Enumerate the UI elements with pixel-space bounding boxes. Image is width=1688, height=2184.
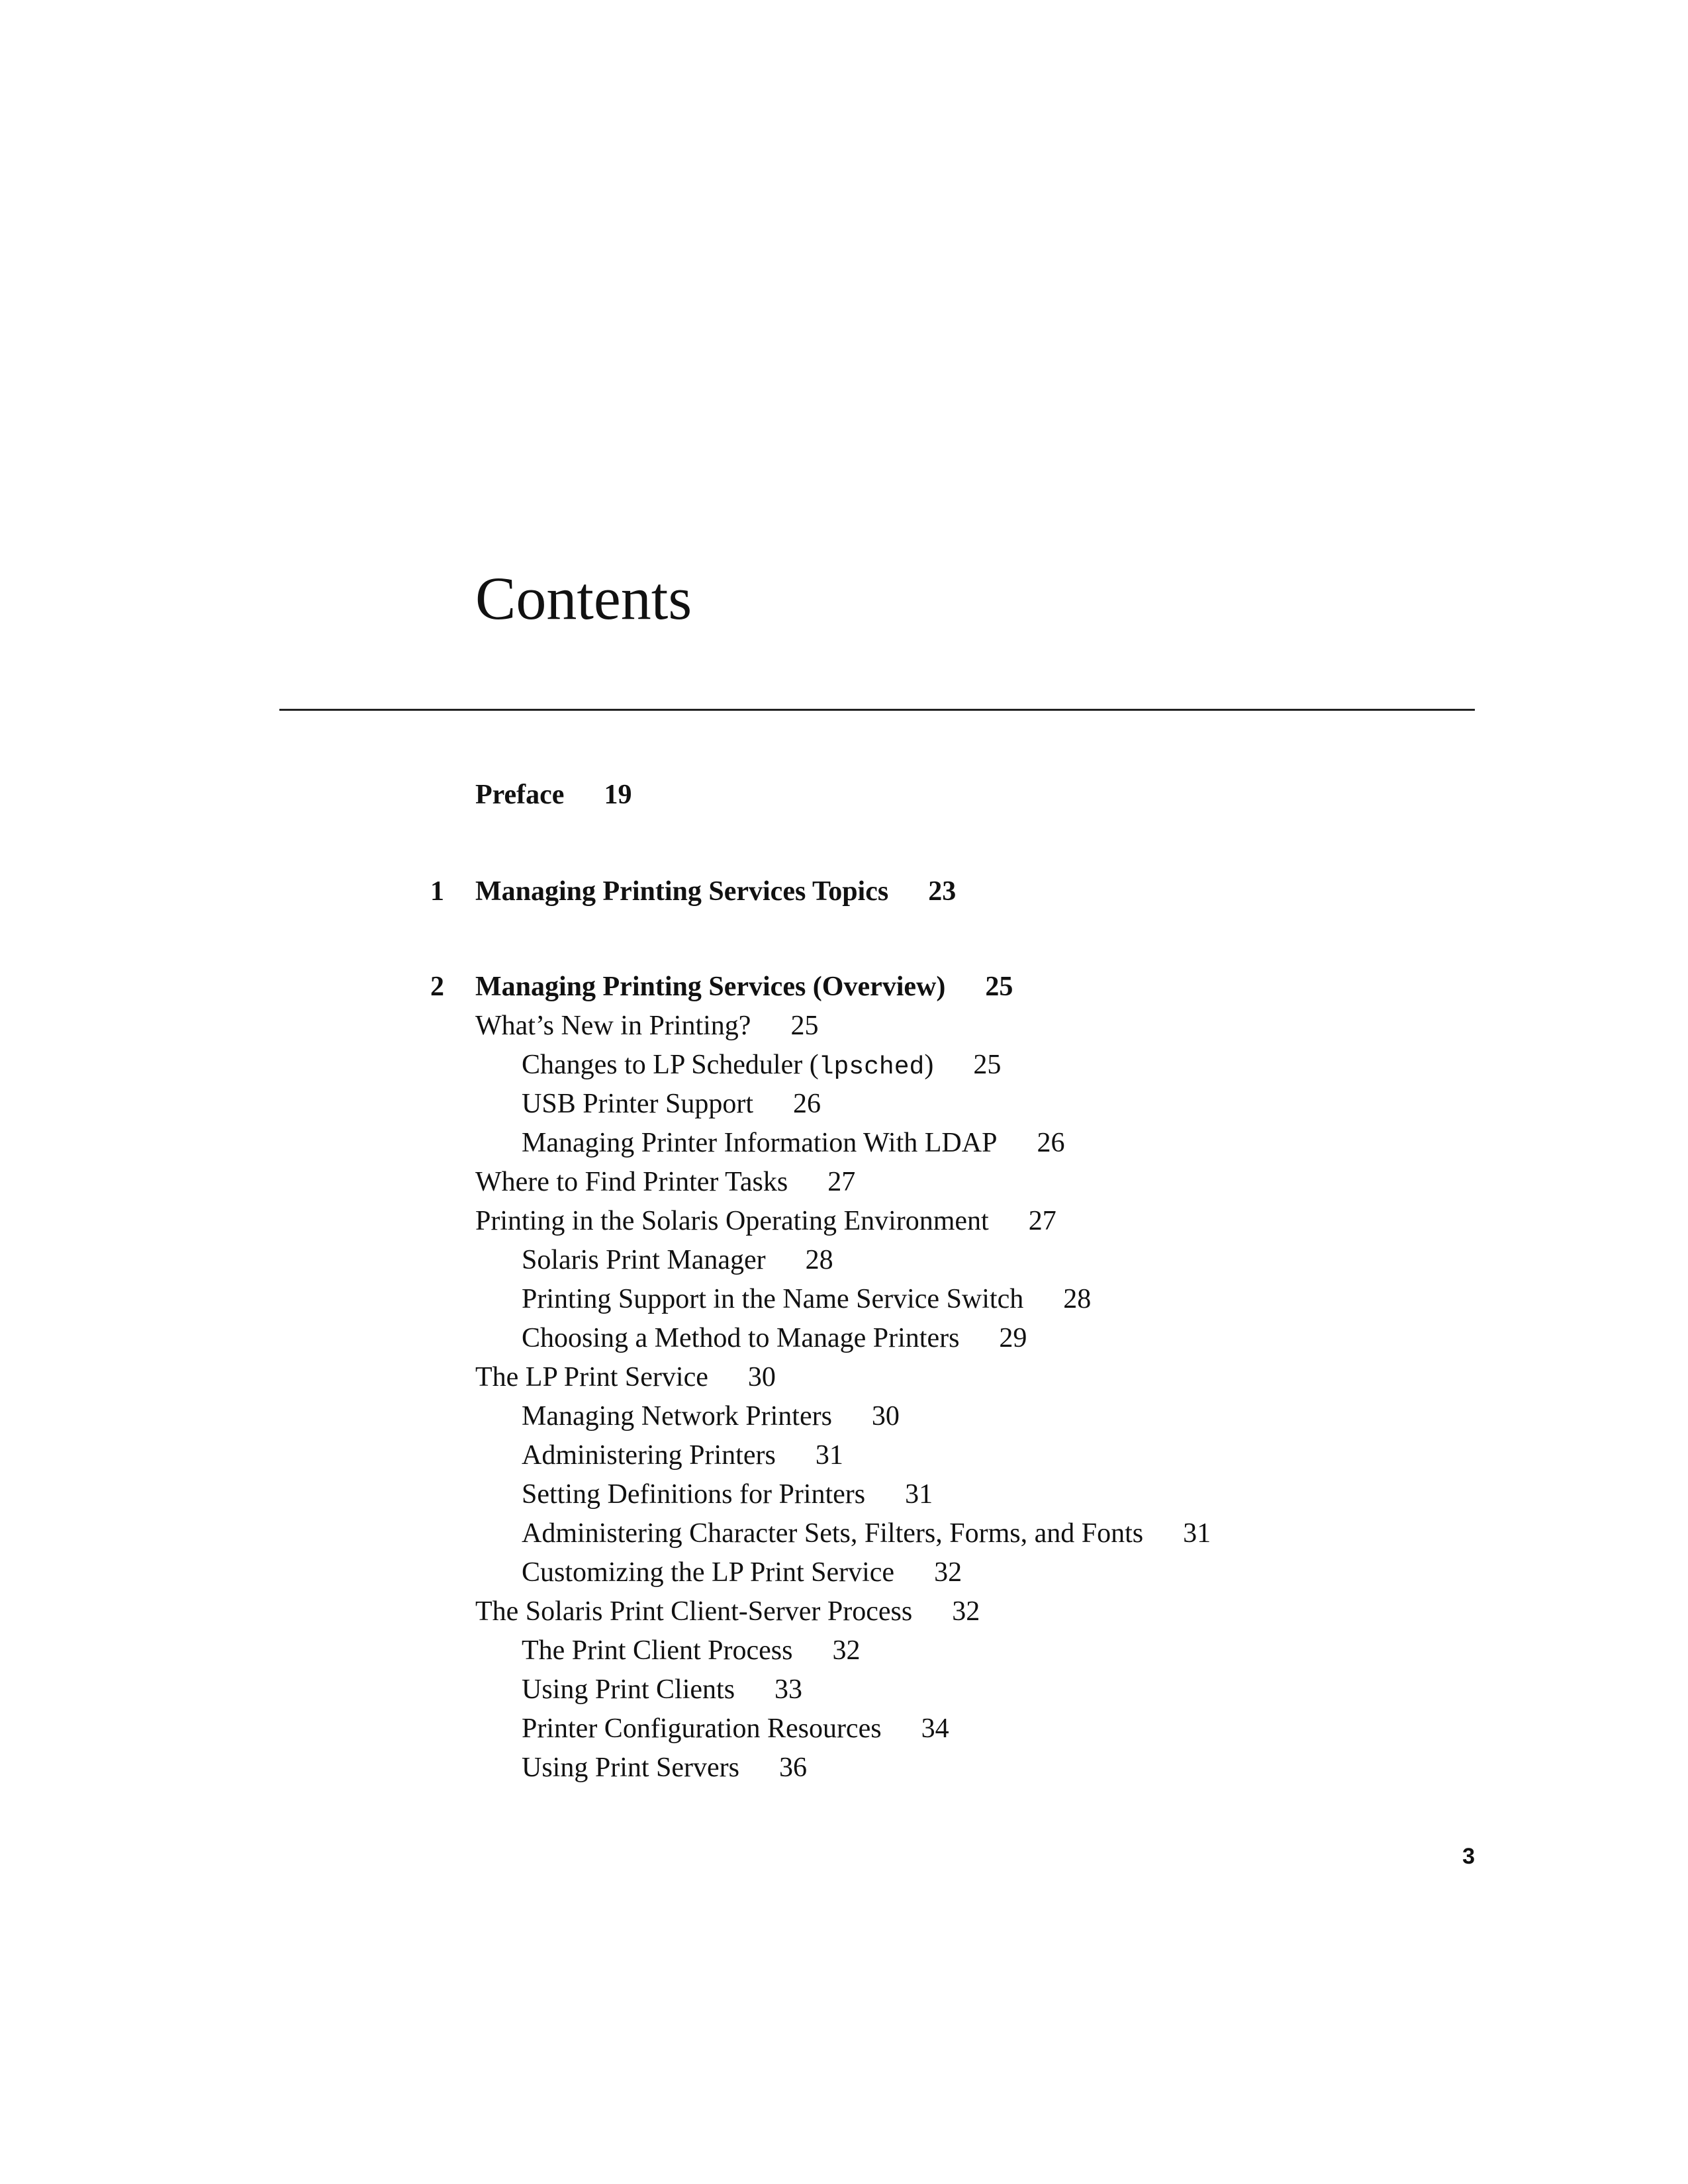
toc-entry-page: 25	[985, 972, 1013, 1002]
toc-entry-label: Managing Printing Services (Overview)	[475, 972, 946, 1002]
toc-entry[interactable]	[522, 1285, 1091, 1313]
toc-entry-label: Using Print Clients	[522, 1674, 735, 1705]
page-number: 3	[1462, 1844, 1475, 1869]
toc-entry-label: Administering Printers	[522, 1440, 776, 1471]
toc-entry-label: Administering Character Sets, Filters, Forms, and Fonts	[522, 1518, 1144, 1549]
toc-entry[interactable]	[522, 1324, 1027, 1352]
toc-entry-label: Managing Printing Services Topics	[475, 876, 889, 907]
page-title: Contents	[475, 565, 692, 632]
chapter-number: 1	[430, 876, 444, 907]
toc-entry[interactable]	[522, 1754, 807, 1782]
toc-entry-page: 31	[815, 1440, 843, 1471]
toc-entry-label: Printer Configuration Resources	[522, 1713, 882, 1744]
toc-entry-page: 31	[905, 1479, 933, 1510]
toc-entry-label: The Solaris Print Client-Server Process	[475, 1596, 913, 1627]
toc-entry-page: 30	[871, 1401, 900, 1432]
toc-entry[interactable]	[522, 1559, 962, 1586]
toc-entry-label: Customizing the LP Print Service	[522, 1557, 895, 1588]
toc-entry[interactable]	[522, 1715, 949, 1743]
toc-entry-label: Solaris Print Manager	[522, 1245, 766, 1275]
toc-entry-page: 30	[747, 1362, 776, 1392]
toc-entry[interactable]	[475, 1363, 776, 1391]
toc-entry-page: 34	[921, 1713, 949, 1744]
toc-entry-page: 25	[790, 1011, 819, 1041]
toc-entry-page: 19	[604, 780, 632, 810]
toc-entry-label: Managing Printer Information With LDAP	[522, 1128, 998, 1158]
toc-entry-page: 23	[928, 876, 957, 907]
toc-entry-preface[interactable]	[475, 781, 632, 809]
toc-entry-label: The LP Print Service	[475, 1362, 708, 1392]
toc-entry-label: USB Printer Support	[522, 1089, 754, 1119]
toc-entry-chapter-1[interactable]	[475, 878, 956, 905]
chapter-number: 2	[430, 972, 444, 1002]
toc-entry-label: Printing Support in the Name Service Switch	[522, 1284, 1024, 1314]
toc-entry[interactable]	[475, 1598, 980, 1625]
toc-entry[interactable]	[475, 1012, 818, 1040]
toc-entry-label: Setting Definitions for Printers	[522, 1479, 866, 1510]
toc-entry-label: Printing in the Solaris Operating Environment	[475, 1206, 989, 1236]
toc-entry-page: 26	[1037, 1128, 1065, 1158]
toc-entry-label: Changes to LP Scheduler (lpsched)	[522, 1050, 934, 1081]
toc-entry[interactable]	[522, 1480, 933, 1508]
toc-entry-page: 28	[1063, 1284, 1092, 1314]
toc-entry[interactable]	[522, 1129, 1064, 1157]
toc-entry-label: Preface	[475, 780, 565, 810]
toc-entry[interactable]	[475, 1168, 855, 1196]
toc-entry-page: 26	[793, 1089, 821, 1119]
toc-entry[interactable]	[522, 1402, 900, 1430]
toc-entry-page: 31	[1183, 1518, 1211, 1549]
toc-entry[interactable]	[522, 1051, 1001, 1080]
toc-entry-page: 32	[952, 1596, 980, 1627]
toc-entry-page: 36	[779, 1752, 807, 1783]
toc-entry-page: 25	[973, 1050, 1002, 1080]
toc-entry[interactable]	[522, 1520, 1211, 1547]
toc-entry[interactable]	[522, 1246, 833, 1274]
toc-entry-label: What’s New in Printing?	[475, 1011, 751, 1041]
title-divider	[279, 709, 1475, 711]
toc-entry[interactable]	[522, 1090, 821, 1118]
toc-entry-label: Choosing a Method to Manage Printers	[522, 1323, 960, 1353]
code-text: lpsched	[818, 1053, 925, 1081]
toc-entry-page: 29	[999, 1323, 1027, 1353]
toc-entry-label: Using Print Servers	[522, 1752, 739, 1783]
toc-entry-page: 27	[827, 1167, 856, 1197]
toc-entry[interactable]	[522, 1441, 843, 1469]
toc-entry-chapter-2[interactable]	[475, 973, 1013, 1001]
toc-entry-page: 33	[774, 1674, 803, 1705]
toc-entry-page: 32	[832, 1635, 861, 1666]
toc-entry[interactable]	[522, 1637, 860, 1664]
toc-entry[interactable]	[475, 1207, 1056, 1235]
toc-entry-label: The Print Client Process	[522, 1635, 793, 1666]
toc-entry-page: 27	[1028, 1206, 1056, 1236]
toc-entry-label: Managing Network Printers	[522, 1401, 832, 1432]
toc-entry-page: 32	[934, 1557, 962, 1588]
toc-entry-label: Where to Find Printer Tasks	[475, 1167, 788, 1197]
toc-entry[interactable]	[522, 1676, 802, 1704]
toc-entry-page: 28	[805, 1245, 833, 1275]
